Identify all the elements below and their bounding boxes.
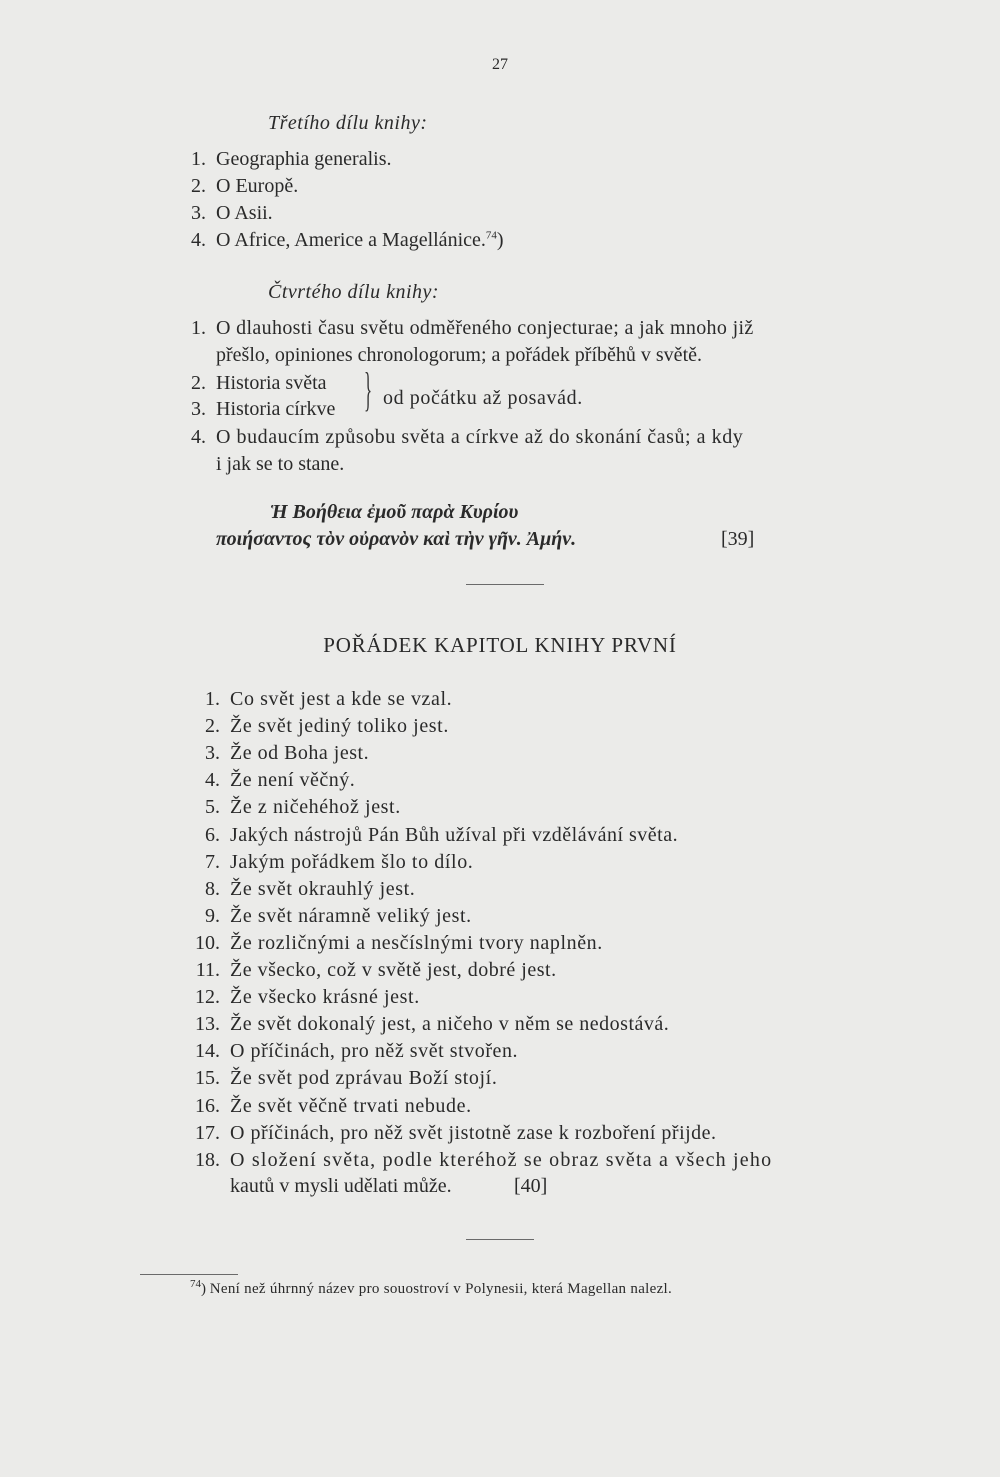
part4-item3-text: Historia církve [216,398,336,420]
chapter-item-number: 10. [195,931,220,954]
greek-page-ref: [39] [721,528,755,550]
chapter-item-number: 6. [205,823,220,846]
chapter-item-number: 9. [205,904,220,927]
chapter-item-number: 17. [195,1121,220,1144]
part4-item2-number: 2. [191,372,206,394]
chapter-item18-line2: kautů v mysli udělati může. [230,1175,452,1197]
chapter-item-text: Že svět náramně veliký jest. [230,904,472,927]
chapter-item-number: 11. [195,959,220,981]
part3-item-text [216,227,504,253]
chapter-item-text: Jakým pořádkem šlo to dílo. [230,850,474,873]
chapter-item-text: Že svět jediný toliko jest. [230,715,449,738]
chapter-item-number: 16. [195,1094,220,1117]
chapter-item-text: Že svět pod zprávau Boží stojí. [230,1067,498,1090]
chapter-item-text: O příčinách, pro něž svět jistotně zase k rozboření přijde. [230,1121,717,1144]
chapter-item-number: 3. [205,742,220,765]
chapter-item-text: Že není věčný. [230,769,356,792]
chapter-item-number: 18. [195,1148,220,1171]
curly-brace-icon: } [364,363,373,416]
chapter-item-text: O příčinách, pro něž svět stvořen. [230,1040,519,1063]
greek-line-2: ποιήσαντος τὸν οὐρανὸν καὶ τὴν γῆν. Ἀμήν. [216,528,577,550]
chapter-item-text: Že svět věčně trvati nebude. [230,1094,472,1117]
chapter-title: POŘÁDEK KAPITOL KNIHY PRVNÍ [323,633,677,657]
chapter-item-text: Co svět jest a kde se vzal. [230,688,453,710]
part4-brace-text: od počátku až posavád. [383,387,583,409]
part4-item4-line2: i jak se to stane. [216,453,345,475]
chapter-item-number: 7. [205,850,220,873]
chapter-item-text: Že všecko krásné jest. [230,986,420,1009]
part4-item1-number: 1. [191,317,206,339]
part4-item4-number: 4. [191,426,206,448]
chapter-item-text: Že rozličnými a nesčíslnými tvory naplněn. [230,931,603,954]
chapter-item-number: 13. [195,1013,220,1036]
part4-item4-line1: O budaucím způsobu světa a církve až do skonání časů; a kdy [216,426,744,448]
part3-item-text: O Asii. [216,202,273,224]
chapter-item-text: Že všecko, což v světě jest, dobré jest. [230,959,557,981]
chapter-item-text: Že od Boha jest. [230,742,370,765]
chapter-page-ref: [40] [514,1175,548,1197]
chapter-item-text: Že svět okrauhlý jest. [230,877,416,900]
footnote-marker: 74 [190,1278,201,1290]
part3-item-number: 2. [191,175,206,197]
greek-line-1: Ἡ Βοήθεια ἐμοῦ παρὰ Κυρίου [270,501,519,523]
footnote [190,1278,673,1298]
chapter-item-text: O složení světa, podle kteréhož se obraz světa a všech jeho [230,1148,773,1171]
page-number: 27 [492,56,508,73]
part3-item-number: 3. [191,202,206,224]
part3-item-text: O Europě. [216,175,299,197]
chapter-item-number: 5. [205,796,220,819]
chapter-item-number: 8. [205,877,220,900]
part4-heading: Čtvrtého dílu knihy: [268,281,440,303]
part4-item1-line2: přešlo, opiniones chronologorum; a pořádek příběhů v světě. [216,344,702,366]
part3-item-text: Geographia generalis. [216,148,392,170]
chapter-item-number: 1. [205,688,220,710]
part3-item-number: 1. [191,148,206,170]
chapter-item-number: 2. [205,715,220,738]
chapter-item-text: Že z ničehéhož jest. [230,796,401,819]
part4-item2-text: Historia světa [216,372,327,394]
chapter-item-number: 15. [195,1067,220,1090]
footnote-marker-paren: ) [201,1281,206,1297]
footnote-ref-marker: 74 [485,229,497,242]
part4-item3-number: 3. [191,398,206,420]
chapter-item-text: Že svět dokonalý jest, a ničeho v něm se nedostává. [230,1013,670,1036]
chapter-item-number: 12. [195,986,220,1009]
end-divider [466,1239,534,1240]
footnote-ref-paren: ) [496,229,504,251]
part4-item1-line1: O dlauhosti času světu odměřeného conjecturae; a jak mnoho již [216,317,754,339]
footnote-text: Není než úhrnný název pro souostroví v Polynesii, která Magellan nalezl. [209,1281,673,1297]
part3-item-number: 4. [191,229,206,251]
chapter-item-number: 4. [205,769,220,792]
chapter-item-text: Jakých nástrojů Pán Bůh užíval při vzdělávání světa. [230,823,679,846]
section-divider [466,584,544,585]
part3-heading: Třetího dílu knihy: [268,112,428,134]
chapter-item-number: 14. [195,1040,220,1063]
footnote-rule [140,1274,238,1275]
part3-item-text-content: O Africe, Americe a Magellánice. [216,229,486,251]
